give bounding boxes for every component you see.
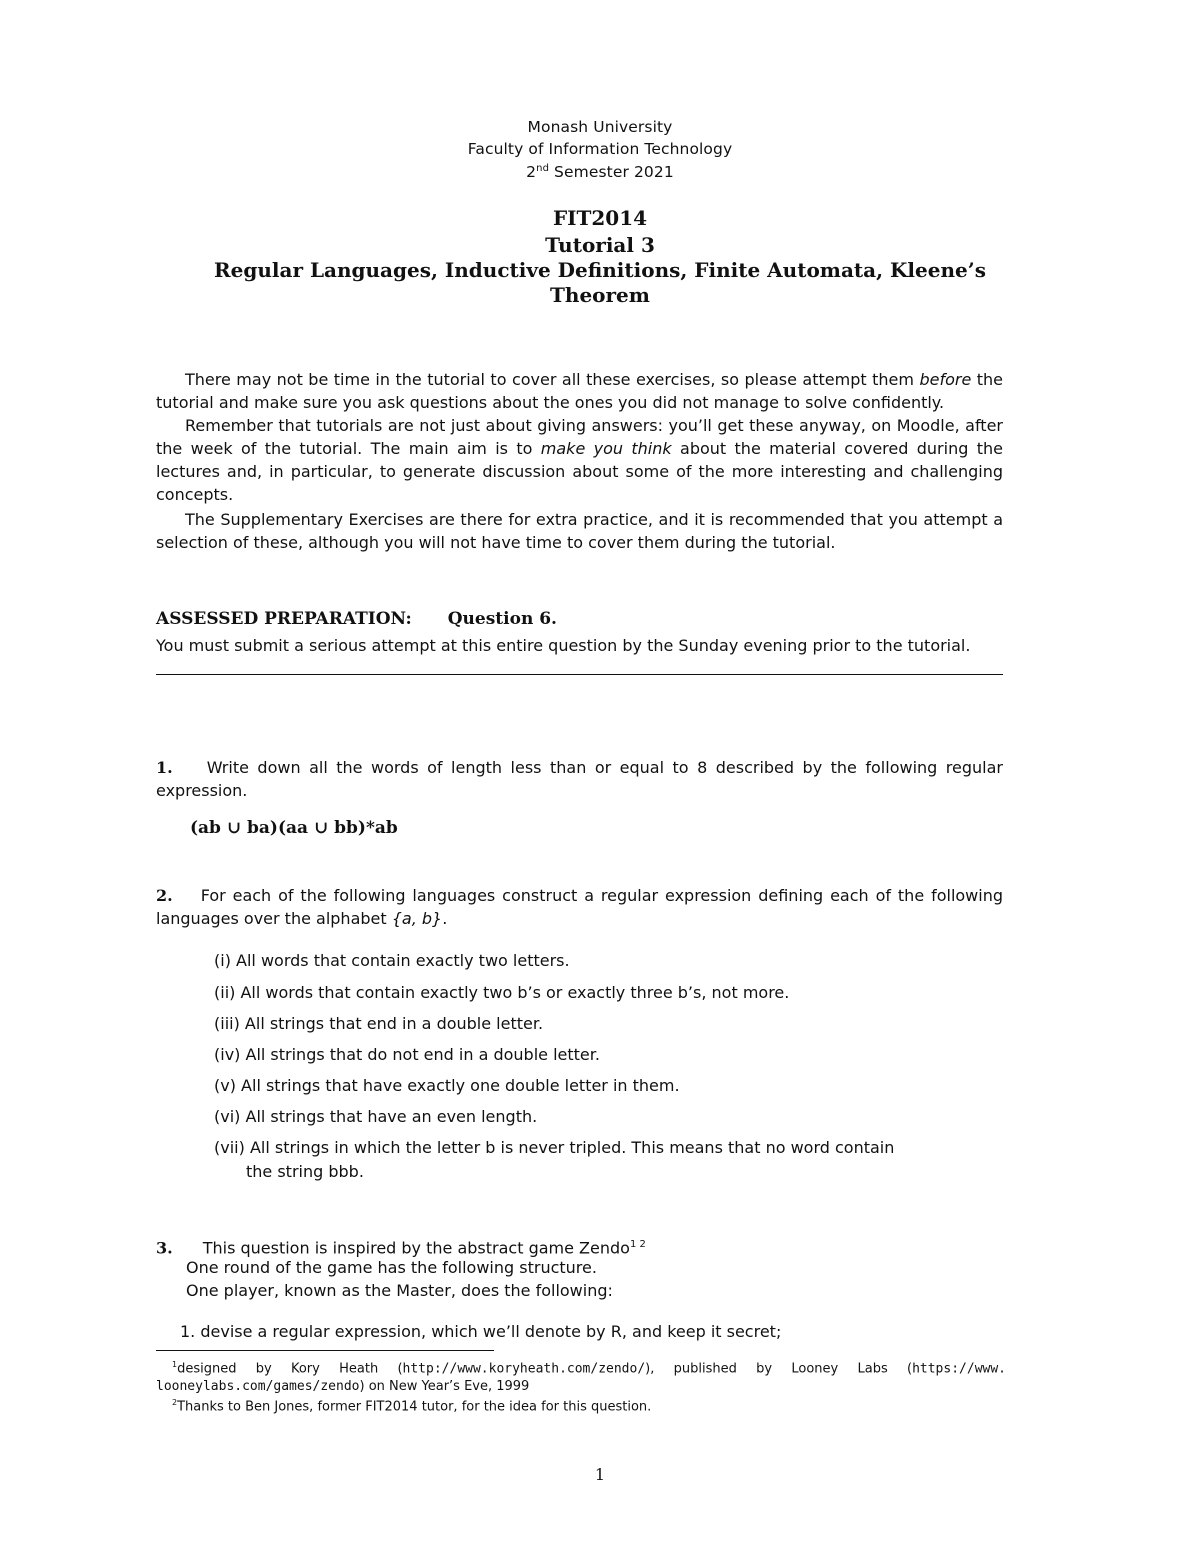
tutorial-number: Tutorial 3 <box>545 233 655 257</box>
q2-item-vi: (vi) All strings that have an even length. <box>214 1107 538 1126</box>
question-1 <box>156 756 1003 802</box>
topic-title-line1: Regular Languages, Inductive Definitions, Finite Automata, Kleene’s <box>214 258 986 282</box>
faculty-name: Faculty of Information Technology <box>467 140 733 158</box>
footnote-1: $^1$designed by Kory Heath (http://www.koryheath.com/zendo/), published by Looney Labs (https://www. looneylabs.com/games/zendo) on New Year’s Eve, 1999 <box>156 1360 1006 1395</box>
alphabet-set: {a, b} <box>391 909 443 928</box>
semester-ordinal: 2 <box>526 163 537 182</box>
question-1-number: 1. <box>156 758 173 777</box>
question-3-number: 3. <box>156 1238 173 1258</box>
q2-item-vii-continued: the string bbb. <box>246 1162 364 1181</box>
question-3-line2: One round of the game has the following structure. <box>186 1258 597 1277</box>
q2-item-vii: (vii) All strings in which the letter b is never tripled. This means that no word contain <box>214 1138 895 1157</box>
question-2: 2. For each of the following languages construct a regular expression defining each of the following languages over the alphabet {a, b}. <box>156 886 1003 928</box>
question-3-line3: One player, known as the Master, does the following: <box>186 1281 613 1300</box>
footnote-1-url-2b[interactable]: looneylabs.com/games/zendo <box>156 1379 360 1395</box>
university-name: Monash University <box>527 118 673 136</box>
topic-title-line2: Theorem <box>550 283 650 307</box>
section-divider <box>156 674 1003 675</box>
footnote-2: $^2$Thanks to Ben Jones, former FIT2014 tutor, for the idea for this question. <box>172 1398 652 1415</box>
footnote-rule <box>156 1350 494 1351</box>
assessed-note: You must submit a serious attempt at this entire question by the Sunday evening prior to the tutorial. <box>156 636 971 655</box>
assessed-preparation-heading: ASSESSED PREPARATION: Question 6. <box>156 609 557 629</box>
semester-text: Semester 2021 <box>549 163 674 182</box>
intro-paragraph-2: Remember that tutorials are not just about giving answers: you’ll get these anyway, on Moodle, after the week of the tutorial. The main aim is to make you think about the material covered during the lectures and, in particular, to generate discussion about some of the more interesting and challenging concepts. <box>156 416 1003 504</box>
emphasis-before: before <box>919 370 972 389</box>
semester-ordinal-suffix: nd <box>536 163 550 174</box>
unit-code: FIT2014 <box>552 206 648 230</box>
q2-item-iv: (iv) All strings that do not end in a double letter. <box>214 1045 600 1064</box>
question-3-step-1: 1. devise a regular expression, which we’ll denote by R, and keep it secret; <box>180 1322 782 1341</box>
question-3-text: This question is inspired by the abstract game Zendo <box>202 1238 630 1258</box>
intro-paragraph-3: The Supplementary Exercises are there for extra practice, and it is recommended that you attempt a selection of these, although you will not have time to cover them during the tutorial. <box>156 510 1003 552</box>
question-3-footnote-marks: 1 2 <box>629 1239 646 1250</box>
page-number: 1 <box>594 1465 606 1484</box>
question-2-number: 2. <box>156 886 173 905</box>
q2-item-ii: (ii) All words that contain exactly two b’s or exactly three b’s, not more. <box>214 983 790 1002</box>
semester-line <box>0 163 1200 181</box>
emphasis-make-you-think: make you think <box>540 439 672 458</box>
q2-item-iii: (iii) All strings that end in a double letter. <box>214 1014 544 1033</box>
q2-item-v: (v) All strings that have exactly one double letter in them. <box>214 1076 680 1095</box>
q2-item-i: (i) All words that contain exactly two letters. <box>214 951 570 970</box>
assessed-question: Question 6. <box>447 609 557 629</box>
footnote-1-url-1[interactable]: http://www.koryheath.com/zendo/ <box>402 1361 646 1377</box>
intro-paragraph-1: There may not be time in the tutorial to cover all these exercises, so please attempt them before the tutorial and make sure you ask questions about the ones you did not manage to solve confidently. <box>156 370 1004 412</box>
question-1-text: Write down all the words of length less than or equal to 8 described by the following regular expression. <box>156 758 1003 800</box>
footnote-1-url-2a[interactable]: https://www. <box>912 1361 1006 1377</box>
question-1-expression: (ab ∪ ba)(aa ∪ bb)*ab <box>190 818 398 838</box>
